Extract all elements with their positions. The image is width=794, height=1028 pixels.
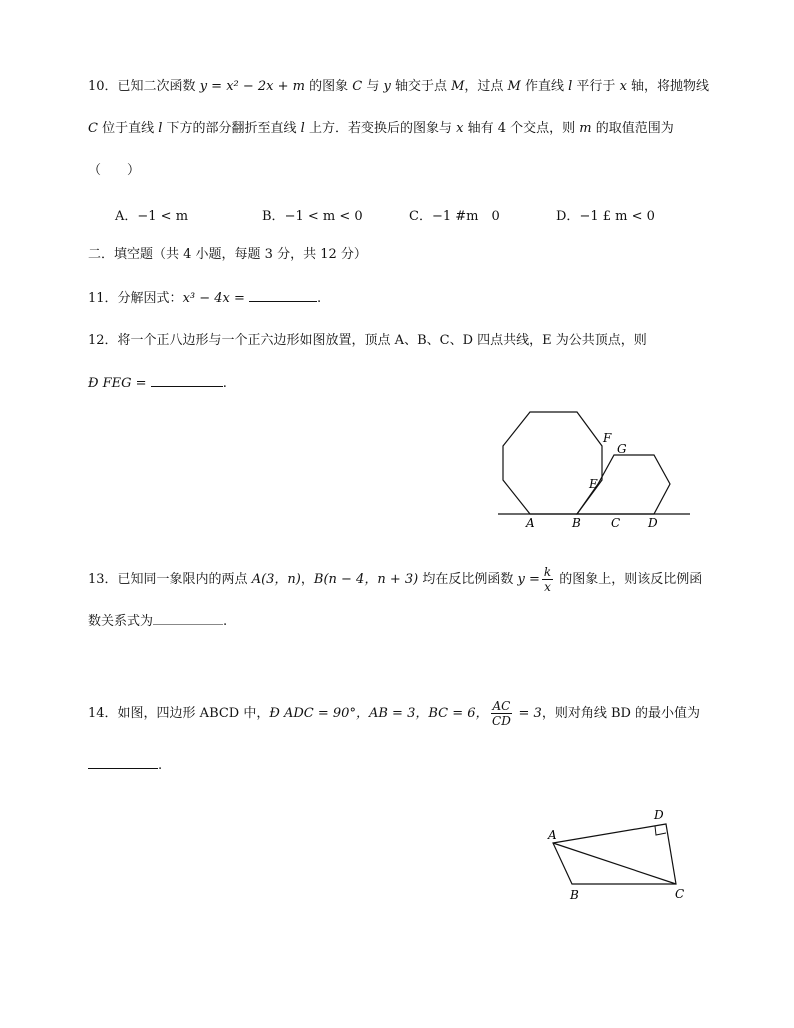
label-c: C <box>611 516 621 530</box>
q14-answer-blank <box>88 756 158 769</box>
q13-point-a: A(3，n) <box>251 572 301 587</box>
q10-line1: 10．已知二次函数 y = x² − 2x + m 的图象 C 与 y 轴交于点 M，过点 M 作直线 l 平行于 x 轴，将抛物线 <box>88 79 710 94</box>
q10-answer-paren: （ ） <box>88 163 141 178</box>
label-f: F <box>603 431 612 445</box>
label-e: E <box>589 477 598 491</box>
label-d: D <box>654 808 664 822</box>
label-a: A <box>526 516 535 530</box>
q12-answer-blank <box>151 374 223 387</box>
q10-option-d: D．−1 £ m < 0 <box>556 209 655 224</box>
section-heading: 二．填空题（共 4 小题，每题 3 分，共 12 分） <box>88 247 367 262</box>
q11-answer-blank <box>249 289 317 302</box>
quadrilateral <box>553 824 676 884</box>
q14-fraction: $\frac{AC}{CD}$ <box>492 699 511 728</box>
q11: 11．分解因式：x³ − 4x = . <box>88 291 322 306</box>
q10-equation: y = x² − 2x + m <box>199 79 305 94</box>
q13-line2: 数关系式为 . <box>88 614 228 629</box>
q14-figure <box>540 800 700 910</box>
q13-fraction: $\frac{k}{x}$ <box>543 565 552 594</box>
right-angle-mark <box>655 826 666 835</box>
q12-line2: Ð FEG = . <box>88 376 227 391</box>
label-b: B <box>570 888 579 902</box>
q14-line1: 14．如图，四边形 ABCD 中，Ð ADC = 90°，AB = 3，BC = 6， $\frac{AC}{CD}$ = 3，则对角线 BD 的最小值为 <box>88 699 701 728</box>
q10-line2: C 位于直线 l 下方的部分翻折至直线 l 上方．若变换后的图象与 x 轴有 4 个交点，则 m 的取值范围为 <box>88 121 674 136</box>
q12-line1: 12．将一个正八边形与一个正六边形如图放置，顶点 A、B、C、D 四点共线，E 为公共顶点，则 <box>88 333 647 348</box>
q14-line2: . <box>88 756 162 775</box>
q13-line1: 13．已知同一象限内的两点 A(3，n)，B(n − 4，n + 3) 均在反比例函数 y = $\frac{k}{x}$ 的图象上，则该反比例函 <box>88 565 703 594</box>
diagonal-ac <box>553 843 676 884</box>
q10-option-a: A．−1 < m <box>115 209 189 224</box>
q13-point-b: B(n − 4，n + 3) <box>313 572 419 587</box>
q10-option-b: B．−1 < m < 0 <box>262 209 363 224</box>
q13-answer-blank <box>153 612 223 625</box>
q10-number: 10． <box>88 79 118 94</box>
label-d: D <box>648 516 658 530</box>
label-c: C <box>675 887 685 901</box>
label-g: G <box>617 442 627 456</box>
q12-figure <box>490 405 700 535</box>
label-a: A <box>548 828 557 842</box>
q11-expression: x³ − 4x = <box>182 291 245 306</box>
q10-option-c: C．−1 #m 0 <box>409 209 500 224</box>
label-b: B <box>572 516 581 530</box>
